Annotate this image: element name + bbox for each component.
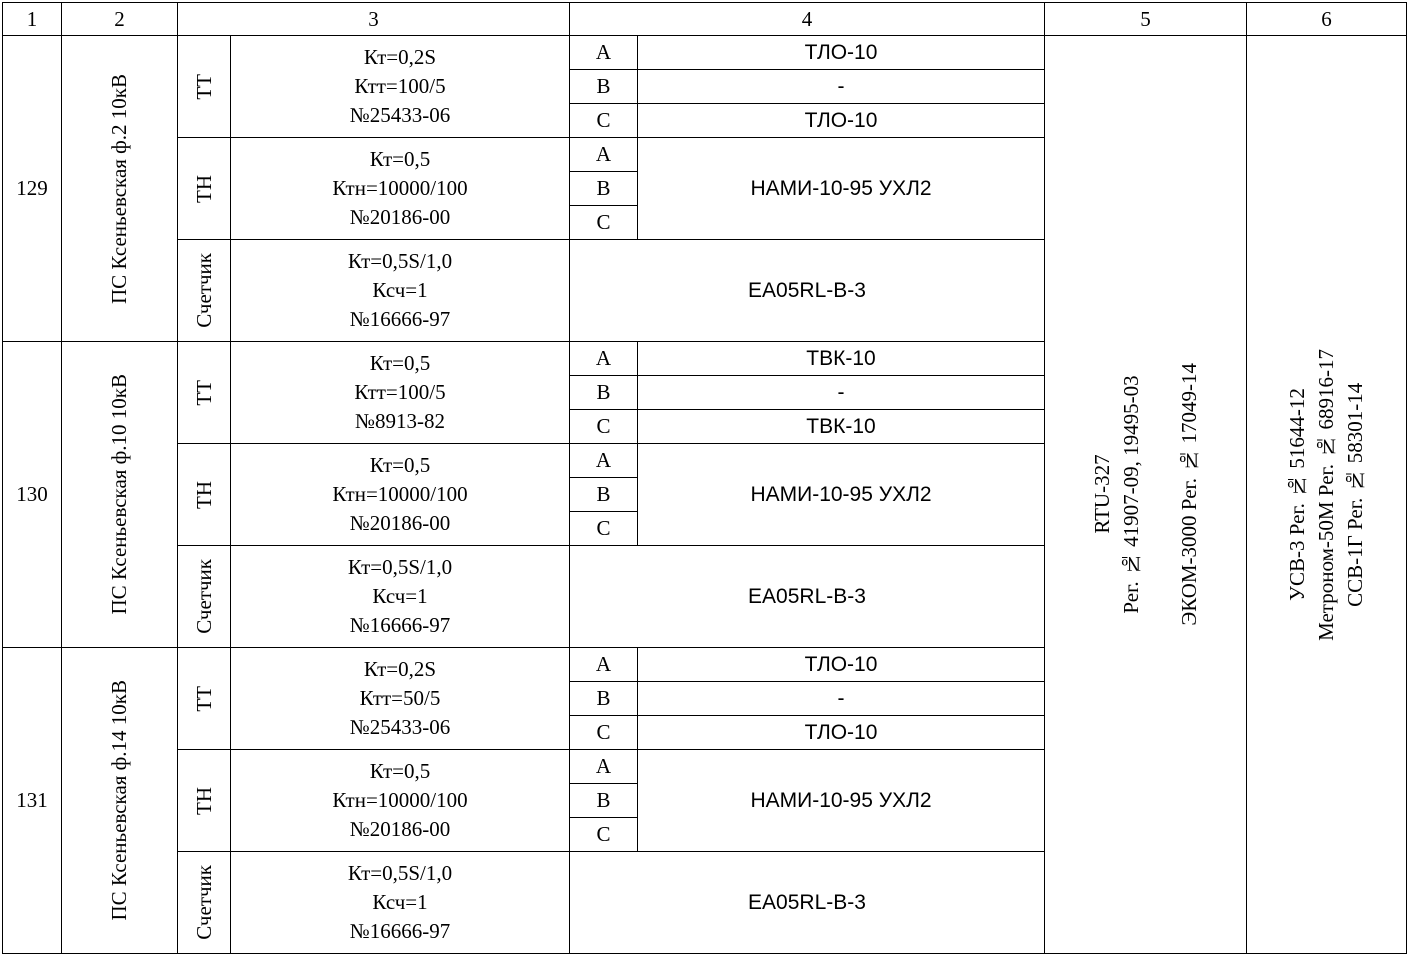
header-col-3: 3 bbox=[178, 3, 570, 36]
controller-line: Рег. № 41907-09, 19495-03 bbox=[1118, 375, 1143, 614]
tt-model: - bbox=[638, 682, 1045, 716]
counter-param-line: №16666-97 bbox=[349, 613, 451, 637]
tn-params bbox=[231, 138, 570, 240]
controller-line bbox=[1146, 363, 1175, 626]
counter-model: EA05RL-B-3 bbox=[570, 852, 1045, 954]
tt-param-line: Кт=0,2S bbox=[363, 657, 437, 681]
tt-phase: C bbox=[570, 716, 638, 750]
tt-model: ТЛО-10 bbox=[638, 36, 1045, 70]
counter-param-line: Ксч=1 bbox=[372, 584, 428, 608]
tn-phase: B bbox=[570, 784, 638, 818]
substation-name: ПС Ксеньевская ф.14 10кВ bbox=[107, 680, 131, 921]
tn-param-line: №20186-00 bbox=[349, 817, 451, 841]
tn-phase: A bbox=[570, 138, 638, 172]
tt-phase: B bbox=[570, 70, 638, 104]
time-sync-line: УСВ-3 Рег. № 51644-12 bbox=[1285, 388, 1309, 601]
tt-phase: B bbox=[570, 682, 638, 716]
tt-model: ТЛО-10 bbox=[638, 104, 1045, 138]
tn-label: ТН bbox=[191, 480, 216, 509]
tn-phase: C bbox=[570, 818, 638, 852]
tt-param-line: Кт=0,5 bbox=[369, 351, 431, 375]
tn-model: НАМИ-10-95 УХЛ2 bbox=[638, 138, 1045, 240]
row-number: 131 bbox=[3, 648, 62, 954]
tn-phase: B bbox=[570, 478, 638, 512]
tt-model: - bbox=[638, 70, 1045, 104]
tt-params bbox=[231, 342, 570, 444]
counter-model: EA05RL-B-3 bbox=[570, 240, 1045, 342]
tn-label: ТН bbox=[191, 786, 216, 815]
tt-param-line: Ктт=50/5 bbox=[359, 686, 441, 710]
row-number: 130 bbox=[3, 342, 62, 648]
time-sync-line: ССВ-1Г Рег. № 58301-14 bbox=[1343, 382, 1367, 607]
tt-param-line: Кт=0,2S bbox=[363, 45, 437, 69]
time-sync-line: Метроном-50М Рег. № 68916-17 bbox=[1314, 348, 1338, 641]
counter-label: Счетчик bbox=[191, 253, 216, 328]
header-col-5: 5 bbox=[1045, 3, 1247, 36]
tt-params bbox=[231, 648, 570, 750]
measurement-table bbox=[2, 2, 1407, 954]
tn-phase: B bbox=[570, 172, 638, 206]
tt-param-line: Ктт=100/5 bbox=[354, 380, 446, 404]
tt-label: ТТ bbox=[191, 379, 216, 406]
tt-params bbox=[231, 36, 570, 138]
counter-param-line: №16666-97 bbox=[349, 919, 451, 943]
header-col-2: 2 bbox=[62, 3, 178, 36]
counter-model: EA05RL-B-3 bbox=[570, 546, 1045, 648]
tt-label: ТТ bbox=[191, 73, 216, 100]
counter-params bbox=[231, 852, 570, 954]
controller-line: ЭКОМ-3000 Рег. № 17049-14 bbox=[1176, 363, 1201, 626]
tt-phase: A bbox=[570, 36, 638, 70]
counter-params bbox=[231, 240, 570, 342]
tn-model: НАМИ-10-95 УХЛ2 bbox=[638, 750, 1045, 852]
tt-model: - bbox=[638, 376, 1045, 410]
tn-phase: A bbox=[570, 444, 638, 478]
tn-param-line: Кт=0,5 bbox=[369, 759, 431, 783]
tt-model: ТВК-10 bbox=[638, 410, 1045, 444]
header-col-4: 4 bbox=[570, 3, 1045, 36]
tn-label: ТН bbox=[191, 174, 216, 203]
tn-param-line: Кт=0,5 bbox=[369, 453, 431, 477]
tt-model: ТВК-10 bbox=[638, 342, 1045, 376]
counter-param-line: Ксч=1 bbox=[372, 890, 428, 914]
controller-cell bbox=[1045, 36, 1247, 954]
counter-param-line: Кт=0,5S/1,0 bbox=[347, 555, 453, 579]
tt-phase: A bbox=[570, 648, 638, 682]
tt-param-line: №25433-06 bbox=[349, 103, 451, 127]
tt-param-line: Ктт=100/5 bbox=[354, 74, 446, 98]
tt-model: ТЛО-10 bbox=[638, 716, 1045, 750]
tn-param-line: Ктн=10000/100 bbox=[332, 482, 468, 506]
tt-phase: B bbox=[570, 376, 638, 410]
tt-phase: C bbox=[570, 104, 638, 138]
counter-param-line: Ксч=1 bbox=[372, 278, 428, 302]
tt-param-line: №8913-82 bbox=[354, 409, 446, 433]
tt-label: ТТ bbox=[191, 685, 216, 712]
tn-phase: A bbox=[570, 750, 638, 784]
counter-param-line: Кт=0,5S/1,0 bbox=[347, 861, 453, 885]
tn-param-line: №20186-00 bbox=[349, 205, 451, 229]
tt-model: ТЛО-10 bbox=[638, 648, 1045, 682]
header-row bbox=[3, 3, 1407, 36]
header-col-1: 1 bbox=[3, 3, 62, 36]
tt-phase: A bbox=[570, 342, 638, 376]
substation-name: ПС Ксеньевская ф.2 10кВ bbox=[107, 73, 131, 304]
tn-params bbox=[231, 444, 570, 546]
time-sync-cell bbox=[1247, 36, 1407, 954]
tn-param-line: Кт=0,5 bbox=[369, 147, 431, 171]
tn-phase: C bbox=[570, 206, 638, 240]
counter-param-line: Кт=0,5S/1,0 bbox=[347, 249, 453, 273]
tn-param-line: Ктн=10000/100 bbox=[332, 788, 468, 812]
tn-param-line: №20186-00 bbox=[349, 511, 451, 535]
row-number: 129 bbox=[3, 36, 62, 342]
tn-params bbox=[231, 750, 570, 852]
tt-phase: C bbox=[570, 410, 638, 444]
tt-param-line: №25433-06 bbox=[349, 715, 451, 739]
table-row bbox=[3, 36, 1407, 70]
controller-line: RTU-327 bbox=[1089, 454, 1114, 535]
header-col-6: 6 bbox=[1247, 3, 1407, 36]
tn-model: НАМИ-10-95 УХЛ2 bbox=[638, 444, 1045, 546]
counter-params bbox=[231, 546, 570, 648]
tn-phase: C bbox=[570, 512, 638, 546]
substation-name: ПС Ксеньевская ф.10 10кВ bbox=[107, 374, 131, 615]
counter-label: Счетчик bbox=[191, 865, 216, 940]
tn-param-line: Ктн=10000/100 bbox=[332, 176, 468, 200]
counter-label: Счетчик bbox=[191, 559, 216, 634]
counter-param-line: №16666-97 bbox=[349, 307, 451, 331]
